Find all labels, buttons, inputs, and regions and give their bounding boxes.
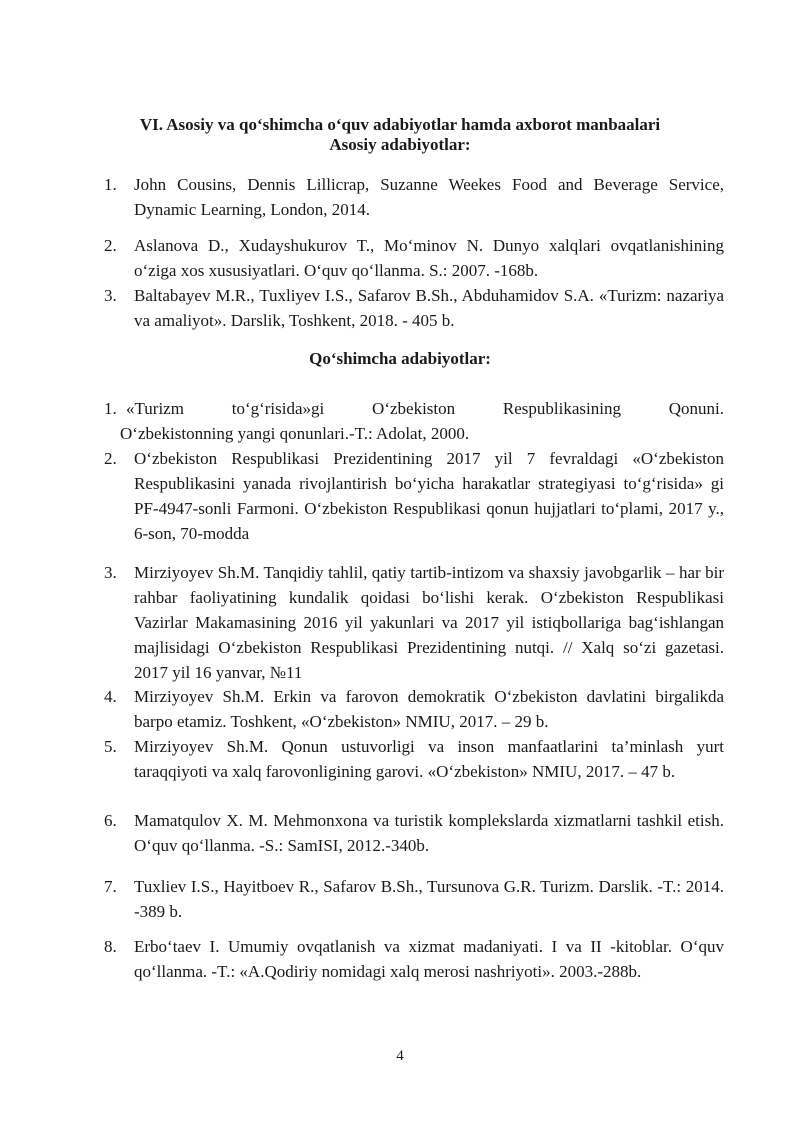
extra-ref-6-text: Mamatqulov X. M. Mehmonxona va turistik komplekslarda xizmatlarni tashkil etish. O‘quv qo‘llanma. -S.: SamISI, 2012.-340b.: [134, 811, 724, 855]
extra-ref-4-number: 4.: [104, 687, 117, 706]
main-ref-1-number: 1.: [104, 175, 117, 194]
extra-ref-8-number: 8.: [104, 937, 117, 956]
extra-ref-4-text: Mirziyoyev Sh.M. Erkin va farovon demokratik O‘zbekiston davlatini birgalikda barpo etamiz. Toshkent, «O‘zbekiston» NMIU, 2017. – 29 b.: [134, 687, 724, 731]
page-number: 4: [396, 1048, 404, 1064]
section-title: VI. Asosiy va qo‘shimcha o‘quv adabiyotlar hamda axborot manbaalari: [139, 115, 661, 134]
extra-ref-6-number: 6.: [104, 811, 117, 830]
extra-ref-1-text-line2: O‘zbekistonning yangi qonunlari.-T.: Adolat, 2000.: [120, 424, 470, 443]
extra-ref-1-number: 1.: [104, 399, 117, 418]
main-ref-2-number: 2.: [104, 236, 117, 255]
extra-references-heading: Qo‘shimcha adabiyotlar:: [309, 349, 491, 368]
main-references-heading: Asosiy adabiyotlar:: [329, 135, 471, 154]
extra-ref-3-number: 3.: [104, 563, 117, 582]
extra-ref-2-number: 2.: [104, 449, 117, 468]
extra-ref-7-text: Tuxliev I.S., Hayitboev R., Safarov B.Sh., Tursunova G.R. Turizm. Darslik. -T.: 2014. -389 b.: [134, 877, 724, 921]
main-ref-2-text: Aslanova D., Xudayshukurov T., Mo‘minov N. Dunyo xalqlari ovqatlanishining o‘ziga xos xususiyatlari. O‘quv qo‘llanma. S.: 2007. -168b.: [134, 236, 724, 280]
main-ref-3-text: Baltabayev M.R., Tuxliyev I.S., Safarov B.Sh., Abduhamidov S.A. «Turizm: nazariya va amaliyot». Darslik, Toshkent, 2018. - 405 b.: [134, 286, 724, 330]
main-ref-1-text: John Cousins, Dennis Lillicrap, Suzanne Weekes Food and Beverage Service, Dynamic Learning, London, 2014.: [134, 175, 724, 219]
extra-ref-3-text: Mirziyoyev Sh.M. Tanqidiy tahlil, qatiy tartib-intizom va shaxsiy javobgarlik – har bir rahbar faoliyatining kundalik qoidasi bo‘lishi kerak. O‘zbekiston Respublikasi Vazirlar Makamasining 2016 yil yakunlari va 2017 yil istiqbollariga bag‘ishlangan majlisidagi O‘zbekiston Respublikasi Prezidentining nutqi. // Xalq so‘zi gazetasi. 2017 yil 16 yanvar, №11: [134, 563, 724, 682]
extra-ref-5-number: 5.: [104, 737, 117, 756]
extra-ref-7-number: 7.: [104, 877, 117, 896]
extra-ref-2-text: O‘zbekiston Respublikasi Prezidentining 2017 yil 7 fevraldagi «O‘zbekiston Respublikasini yanada rivojlantirish bo‘yicha harakatlar strategiyasi to‘g‘risida» gi PF-4947-sonli Farmoni. O‘zbekiston Respublikasi qonun hujjatlari to‘plami, 2017 y., 6-son, 70-modda: [134, 449, 724, 543]
main-ref-3-number: 3.: [104, 286, 117, 305]
extra-ref-5-text: Mirziyoyev Sh.M. Qonun ustuvorligi va inson manfaatlarini ta’minlash yurt taraqqiyoti va xalq farovonligining garovi. «O‘zbekiston» NMIU, 2017. – 47 b.: [134, 737, 724, 781]
extra-ref-1-text-line1: «Turizm to‘g‘risida»gi O‘zbekiston Respublikasining Qonuni.: [126, 399, 724, 418]
extra-ref-8-text: Erbo‘taev I. Umumiy ovqatlanish va xizmat madaniyati. I va II -kitoblar. O‘quv qo‘llanma. -T.: «A.Qodiriy nomidagi xalq merosi nashriyoti». 2003.-288b.: [134, 937, 724, 981]
